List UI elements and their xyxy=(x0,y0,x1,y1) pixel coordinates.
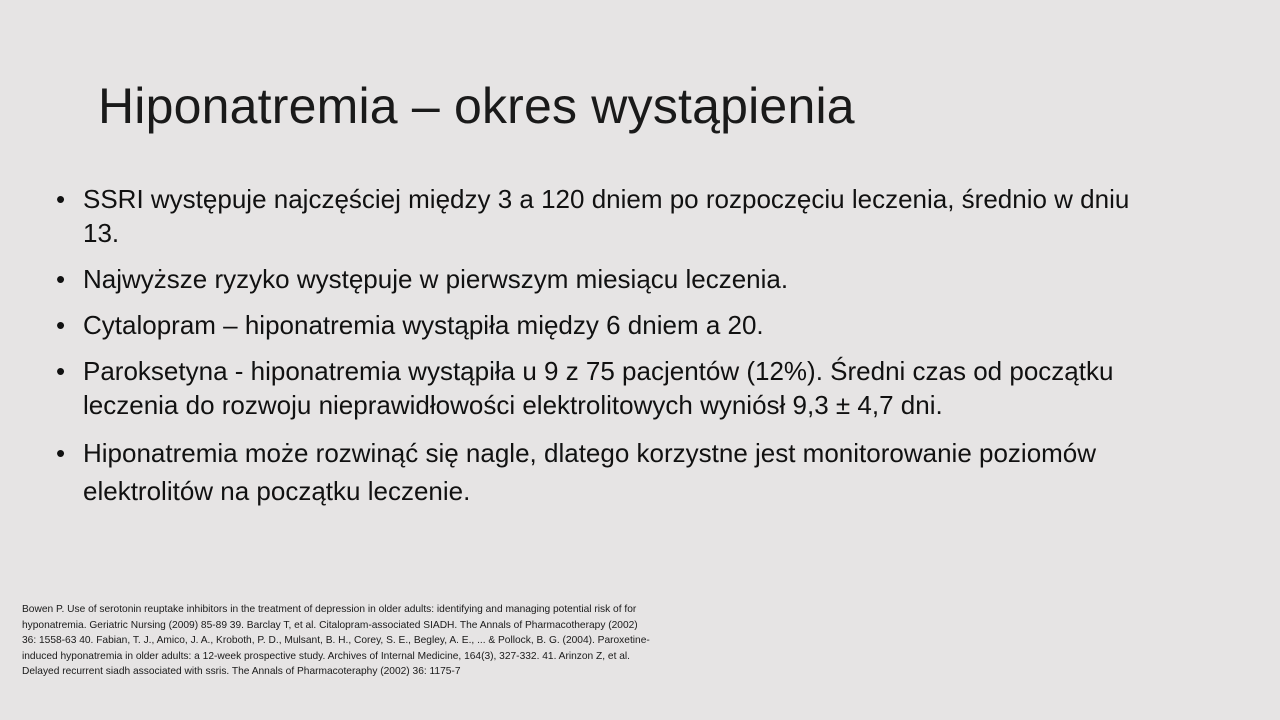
bullet-dot: • xyxy=(56,356,66,386)
bullet-item-highest-risk xyxy=(56,262,1166,296)
bullet-list xyxy=(56,182,1166,522)
bullet-text: Hiponatremia może rozwinąć się nagle, dlatego korzystne jest monitorowanie poziomów elektrolitów na początku leczenie. xyxy=(83,438,1097,506)
bullet-dot: • xyxy=(56,310,66,340)
slide-title: Hiponatremia – okres wystąpienia xyxy=(98,78,855,134)
bullet-item-citalopram xyxy=(56,308,1166,342)
bullet-text: Paroksetyna - hiponatremia wystąpiła u 9 z 75 pacjentów (12%). Średni czas od początku leczenia do rozwoju nieprawidłowości elektrolitowych wyniósł 9,3 ± 4,7 dni. xyxy=(83,356,1114,420)
bullet-dot: • xyxy=(56,264,66,294)
bullet-text: SSRI występuje najczęściej między 3 a 120 dniem po rozpoczęciu leczenia, średnio w dniu 13. xyxy=(83,184,1130,248)
bullet-item-paroxetine xyxy=(56,354,1166,422)
bullet-item-ssri-timing xyxy=(56,182,1166,250)
bullet-text: Najwyższe ryzyko występuje w pierwszym miesiącu leczenia. xyxy=(83,264,789,294)
references-footnote: Bowen P. Use of serotonin reuptake inhibitors in the treatment of depression in older adults: identifying and managing potential risk of for hyponatremia. Geriatric Nursing (2009) 85-89 39. Barclay T, et al. Citalopram-associated SIADH. The Annals of Pharmacotherapy (2002) 36: 1558-63 40. Fabian, T. J., Amico, J. A., Kroboth, P. D., Mulsant, B. H., Corey, S. E., Begley, A. E., ... & Pollock, B. G. (2004). Paroxetine-induced hyponatremia in older adults: a 12-week prospective study. Archives of Internal Medicine, 164(3), 327-332. 41. Arinzon Z, et al. Delayed recurrent siadh associated with ssris. The Annals of Pharmacoteraphy (2002) 36: 1175-7 xyxy=(22,604,650,678)
bullet-dot: • xyxy=(56,438,66,468)
bullet-item-monitoring xyxy=(56,434,1166,510)
bullet-text: Cytalopram – hiponatremia wystąpiła między 6 dniem a 20. xyxy=(83,310,764,340)
bullet-dot: • xyxy=(56,184,66,214)
